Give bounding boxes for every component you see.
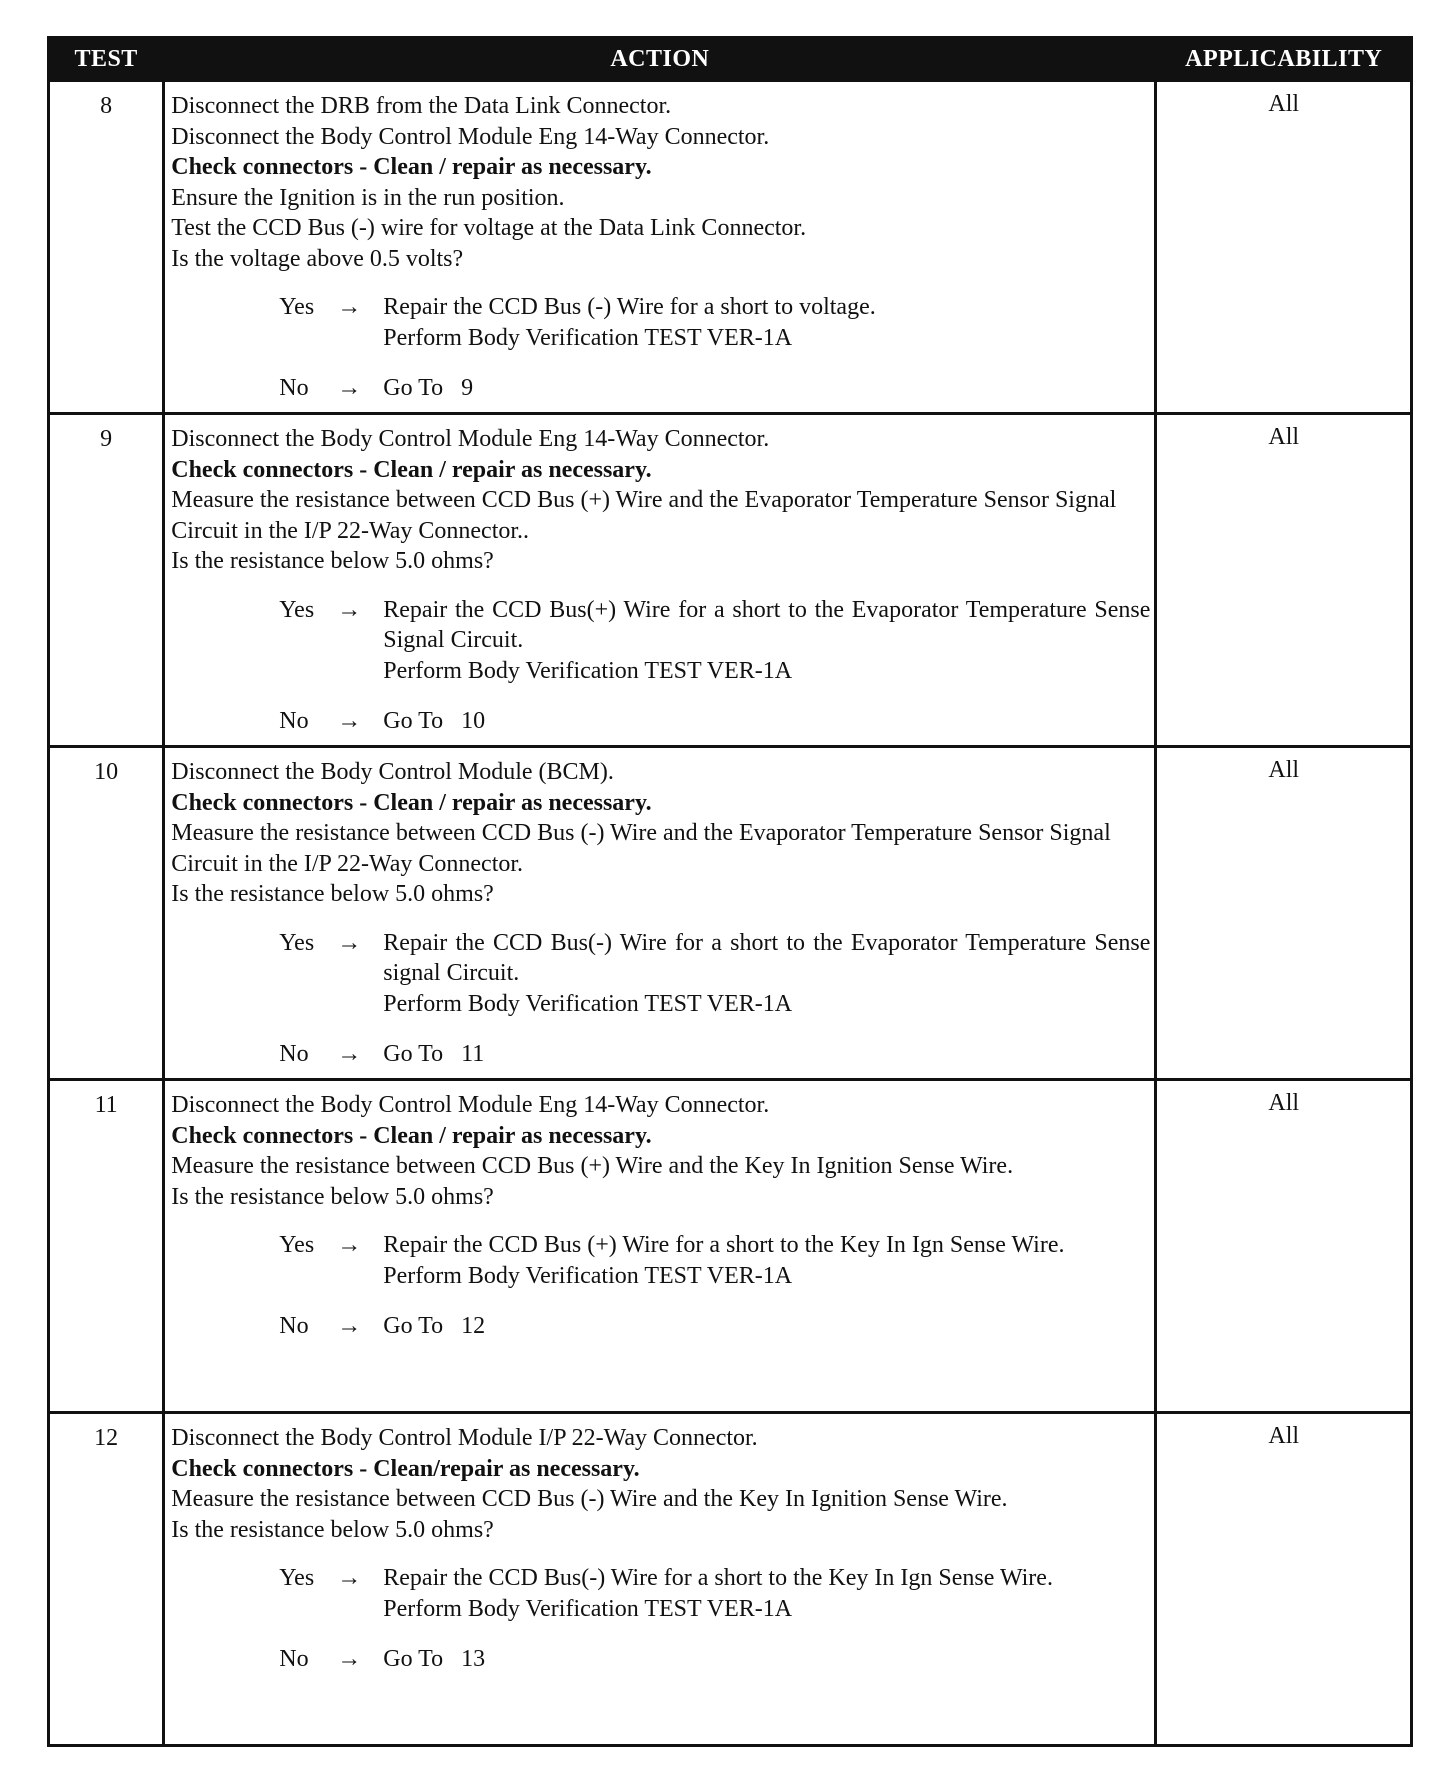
header-applicability: APPLICABILITY	[1156, 38, 1412, 81]
check-connectors-step: Check connectors - Clean / repair as necessary.	[171, 456, 652, 483]
no-label: No	[279, 708, 309, 734]
applicability-value: All	[1156, 414, 1412, 747]
verification-instruction: Perform Body Verification TEST VER-1A	[383, 1595, 793, 1622]
no-answer	[279, 706, 1150, 737]
action-step: Disconnect the Body Control Module Eng 14-Way Connector.	[171, 426, 770, 452]
yes-label: Yes	[279, 1565, 315, 1591]
table-row	[49, 747, 1412, 1080]
arrow-right-icon: →	[337, 929, 362, 956]
no-answer	[279, 1311, 1150, 1342]
applicability-value: All	[1156, 747, 1412, 1080]
verification-instruction: Perform Body Verification TEST VER-1A	[383, 324, 793, 351]
test-number: 9	[49, 414, 164, 747]
yes-label: Yes	[279, 1232, 315, 1258]
diagnostic-test-table	[47, 36, 1413, 1747]
yes-answer	[279, 1563, 1150, 1624]
action-step: Disconnect the Body Control Module I/P 22-Way Connector.	[171, 1425, 758, 1451]
action-cell	[164, 1080, 1156, 1413]
goto-next-test: Go To 13	[383, 1646, 486, 1672]
arrow-right-icon: →	[337, 375, 362, 401]
goto-next-test: Go To 10	[383, 708, 486, 734]
table-header-row	[49, 38, 1412, 81]
no-answer	[279, 1039, 1150, 1070]
table-row	[49, 1080, 1412, 1413]
header-action: ACTION	[164, 38, 1156, 81]
yes-answer	[279, 292, 1150, 353]
check-connectors-step: Check connectors - Clean / repair as necessary.	[171, 1122, 652, 1149]
goto-next-test: Go To 11	[383, 1041, 485, 1067]
action-step: Is the resistance below 5.0 ohms?	[171, 1183, 494, 1210]
arrow-right-icon: →	[337, 1646, 362, 1672]
yes-action	[383, 292, 1150, 353]
verification-instruction: Perform Body Verification TEST VER-1A	[383, 990, 793, 1017]
yes-answer	[279, 928, 1150, 1020]
test-number: 10	[49, 747, 164, 1080]
action-step: Is the resistance below 5.0 ohms?	[171, 1516, 494, 1543]
yes-label: Yes	[279, 929, 315, 956]
action-cell	[164, 747, 1156, 1080]
check-connectors-step: Check connectors - Clean/repair as necessary.	[171, 1455, 640, 1482]
goto-next-test: Go To 12	[383, 1313, 486, 1339]
action-step: Measure the resistance between CCD Bus (+) Wire and the Key In Ignition Sense Wire.	[171, 1153, 1014, 1179]
verification-instruction: Perform Body Verification TEST VER-1A	[383, 1262, 793, 1289]
test-number: 8	[49, 81, 164, 414]
arrow-right-icon: →	[337, 1041, 362, 1067]
test-number: 11	[49, 1080, 164, 1413]
goto-next-test: Go To 9	[383, 375, 474, 401]
yes-answer	[279, 595, 1150, 687]
arrow-right-icon: →	[337, 596, 362, 623]
action-step: Test the CCD Bus (-) wire for voltage at the Data Link Connector.	[171, 215, 807, 241]
repair-instruction: Repair the CCD Bus (+) Wire for a short to the Key In Ign Sense Wire.	[383, 1232, 1065, 1258]
arrow-right-icon: →	[337, 708, 362, 734]
action-cell	[164, 414, 1156, 747]
no-label: No	[279, 375, 309, 401]
table-row	[49, 414, 1412, 747]
action-step: Disconnect the DRB from the Data Link Connector.	[171, 93, 672, 119]
test-number: 12	[49, 1413, 164, 1746]
header-test: TEST	[49, 38, 164, 81]
applicability-value: All	[1156, 1080, 1412, 1413]
action-step: Is the resistance below 5.0 ohms?	[171, 548, 494, 574]
table-row	[49, 1413, 1412, 1746]
action-step: Disconnect the Body Control Module Eng 14-Way Connector.	[171, 123, 770, 150]
yes-action	[383, 1230, 1150, 1291]
repair-instruction: Repair the CCD Bus(-) Wire for a short to the Key In Ign Sense Wire.	[383, 1565, 1053, 1591]
arrow-right-icon: →	[337, 1232, 362, 1258]
action-step: Disconnect the Body Control Module (BCM).	[171, 759, 614, 785]
action-step: Is the resistance below 5.0 ohms?	[171, 881, 494, 907]
check-connectors-step: Check connectors - Clean / repair as necessary.	[171, 154, 652, 180]
action-cell	[164, 81, 1156, 414]
table-row	[49, 81, 1412, 414]
no-label: No	[279, 1646, 309, 1672]
repair-instruction: Repair the CCD Bus (-) Wire for a short to voltage.	[383, 294, 876, 320]
yes-answer	[279, 1230, 1150, 1291]
no-answer	[279, 1644, 1150, 1675]
no-answer	[279, 373, 1150, 404]
action-step: Measure the resistance between CCD Bus (+) Wire and the Evaporator Temperature Sensor Signal Circuit in the I/P 22-Way Connector..	[171, 487, 1117, 544]
yes-label: Yes	[279, 294, 315, 320]
action-step: Measure the resistance between CCD Bus (-) Wire and the Key In Ignition Sense Wire.	[171, 1486, 1008, 1512]
applicability-value: All	[1156, 81, 1412, 414]
arrow-right-icon: →	[337, 294, 362, 320]
arrow-right-icon: →	[337, 1565, 362, 1591]
yes-label: Yes	[279, 596, 315, 623]
no-label: No	[279, 1313, 309, 1339]
action-cell	[164, 1413, 1156, 1746]
action-step: Ensure the Ignition is in the run position.	[171, 184, 565, 211]
repair-instruction: Repair the CCD Bus(-) Wire for a short to the Evaporator Temperature Sense signal Circuit.	[383, 929, 1151, 986]
yes-action	[383, 928, 1150, 1020]
action-step: Measure the resistance between CCD Bus (-) Wire and the Evaporator Temperature Sensor Signal Circuit in the I/P 22-Way Connector.	[171, 820, 1111, 877]
applicability-value: All	[1156, 1413, 1412, 1746]
repair-instruction: Repair the CCD Bus(+) Wire for a short to the Evaporator Temperature Sense Signal Circuit.	[383, 596, 1151, 653]
yes-action	[383, 1563, 1150, 1624]
action-step: Is the voltage above 0.5 volts?	[171, 245, 464, 272]
no-label: No	[279, 1041, 309, 1067]
check-connectors-step: Check connectors - Clean / repair as necessary.	[171, 789, 652, 816]
verification-instruction: Perform Body Verification TEST VER-1A	[383, 657, 793, 684]
yes-action	[383, 595, 1150, 687]
action-step: Disconnect the Body Control Module Eng 14-Way Connector.	[171, 1092, 770, 1118]
arrow-right-icon: →	[337, 1313, 362, 1339]
